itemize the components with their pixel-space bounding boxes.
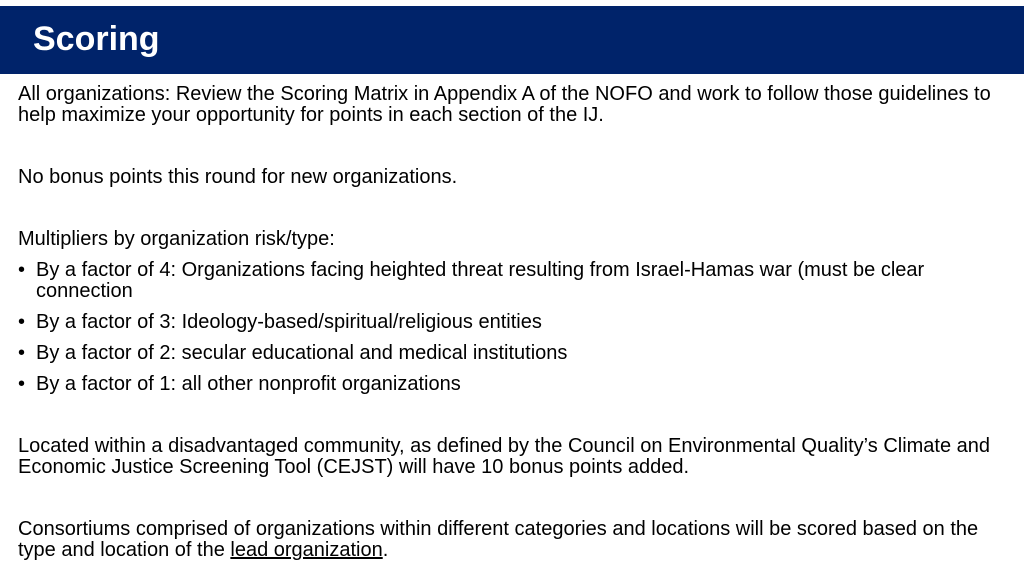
multiplier-text: By a factor of 4: Organizations facing heighted threat resulting from Israel-Hamas war (must be clear connection (36, 259, 925, 302)
cejst-paragraph: Located within a disadvantaged community, as defined by the Council on Environmental Quality’s Climate and Economic Justice Screening Tool (CEJST) will have 10 bonus points added. (18, 435, 991, 478)
multiplier-item (18, 260, 1013, 302)
bullet-icon: • (18, 373, 26, 395)
multiplier-item (18, 343, 1013, 364)
consortiums-paragraph (18, 519, 1013, 561)
title-bar (0, 6, 1024, 74)
multiplier-text: By a factor of 1: all other nonprofit organizations (36, 373, 461, 395)
bullet-icon: • (18, 342, 26, 364)
slide-body (18, 84, 1013, 561)
consortiums-text: Consortiums comprised of organizations within different categories and locations will be scored based on the type and location of the (18, 518, 979, 561)
multiplier-text: By a factor of 3: Ideology-based/spiritual/religious entities (36, 311, 542, 333)
multiplier-item (18, 312, 1013, 333)
multipliers-heading: Multipliers by organization risk/type: (18, 228, 335, 250)
bullet-icon: • (18, 259, 26, 281)
bonus-points-paragraph: No bonus points this round for new organizations. (18, 166, 458, 188)
bullet-icon: • (18, 311, 26, 333)
slide-title: Scoring (33, 20, 160, 58)
multipliers-list (18, 260, 1013, 395)
scoring-matrix-paragraph: All organizations: Review the Scoring Matrix in Appendix A of the NOFO and work to follow those guidelines to help maximize your opportunity for points in each section of the IJ. (18, 83, 991, 126)
multiplier-item (18, 374, 1013, 395)
lead-organization-link[interactable]: lead organization (230, 539, 383, 561)
multiplier-text: By a factor of 2: secular educational and medical institutions (36, 342, 568, 364)
consortiums-end: . (382, 539, 389, 561)
